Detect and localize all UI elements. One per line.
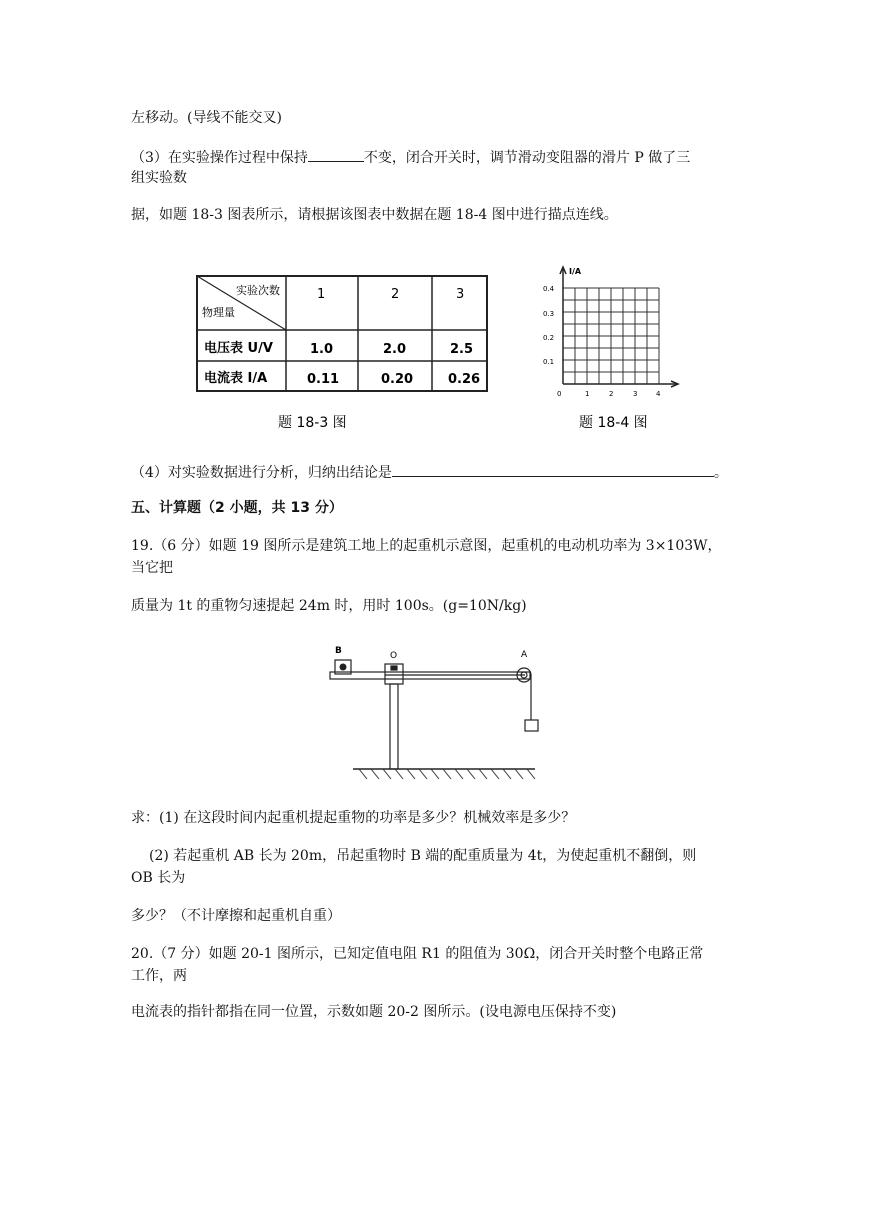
x-tick-label: 1: [585, 390, 590, 398]
table-cell: 1.0: [310, 342, 334, 357]
pivot-pin: [391, 666, 397, 670]
figure-18-3-caption: 题 18-3 图: [278, 415, 347, 431]
table-header-top: 实验次数: [236, 284, 280, 297]
question-3-line-3: 据，如题 18-3 图表所示，请根据该图表中数据在题 18-4 图中进行描点连线。: [131, 207, 618, 223]
y-tick-label: 0.3: [543, 310, 555, 318]
crane-tower: [390, 684, 398, 769]
q3-part-a: （3）在实验操作过程中保持: [131, 150, 308, 166]
text-line-wire: 左移动。(导线不能交叉): [131, 110, 282, 126]
question-19-line-2: 当它把: [131, 560, 173, 576]
graph-grid: [563, 288, 659, 384]
table-col-2: 2: [391, 287, 400, 302]
table-cell: 2.0: [383, 342, 407, 357]
ground-hatching: [359, 769, 535, 779]
ask-2-line-1: (2) 若起重机 AB 长为 20m，吊起重物时 B 端的配重质量为 4t，为使起重机不翻倒，则: [149, 848, 697, 864]
q3-blank[interactable]: [308, 146, 364, 162]
q3-part-b: 不变，闭合开关时，调节滑动变阻器的滑片 P 做了三: [363, 150, 691, 166]
table-row-label-current: 电流表 I/A: [204, 371, 268, 386]
ask-2-line-2: OB 长为: [131, 870, 186, 886]
y-axis-label: I/A: [569, 267, 582, 276]
question-20-line-3: 电流表的指针都指在同一位置，示数如题 20-2 图所示。(设电源电压保持不变): [131, 1004, 617, 1020]
x-tick-label: 2: [609, 390, 614, 398]
label-o: O: [390, 651, 398, 661]
y-tick-label: 0.1: [543, 358, 555, 366]
question-20-line-1: 20.（7 分）如题 20-1 图所示，已知定值电阻 R1 的阻值为 30Ω，闭合开关时整个电路正常: [131, 946, 704, 962]
question-19-line-3: 质量为 1t 的重物匀速提起 24m 时，用时 100s。(g=10N/kg): [131, 598, 527, 614]
ask-2-line-3: 多少？（不计摩擦和起重机自重）: [131, 908, 341, 924]
table-col-1: 1: [317, 287, 326, 302]
x-tick-label: 0: [557, 390, 562, 398]
question-4: [131, 461, 743, 483]
table-col-3: 3: [456, 287, 465, 302]
load-weight: [525, 720, 538, 731]
q4-part-b: 。: [713, 465, 728, 481]
counterweight-mark: [340, 664, 347, 671]
y-tick-label: 0.2: [543, 334, 555, 342]
y-tick-label: 0.4: [543, 285, 555, 293]
label-b: B: [335, 646, 342, 656]
q4-blank[interactable]: [392, 461, 714, 477]
section-5-heading: 五、计算题（2 小题，共 13 分）: [131, 500, 343, 516]
figure-18-3: [190, 270, 500, 440]
question-3-line-2: 组实验数: [131, 170, 187, 186]
ask-1: 求：(1) 在这段时间内起重机提起重物的功率是多少？机械效率是多少？: [131, 810, 576, 826]
figure-19-crane: [325, 642, 550, 787]
figure-18-4-caption: 题 18-4 图: [579, 415, 648, 431]
x-tick-label: 4: [656, 390, 661, 398]
table-header-bottom: 物理量: [202, 306, 235, 319]
x-tick-label: 3: [633, 390, 638, 398]
table-cell: 0.26: [448, 372, 481, 387]
table-cell: 0.11: [307, 372, 340, 387]
table-cell: 2.5: [450, 342, 474, 357]
table-cell: 0.20: [381, 372, 414, 387]
table-row-label-voltage: 电压表 U/V: [204, 341, 273, 356]
question-20-line-2: 工作，两: [131, 968, 187, 984]
label-a: A: [521, 650, 528, 660]
figure-18-4: [535, 258, 690, 438]
q4-part-a: （4）对实验数据进行分析，归纳出结论是: [131, 465, 392, 481]
question-19-line-1: 19.（6 分）如题 19 图所示是建筑工地上的起重机示意图，起重机的电动机功率为 3×103W，: [131, 538, 722, 554]
question-3-line-1: [131, 146, 743, 168]
